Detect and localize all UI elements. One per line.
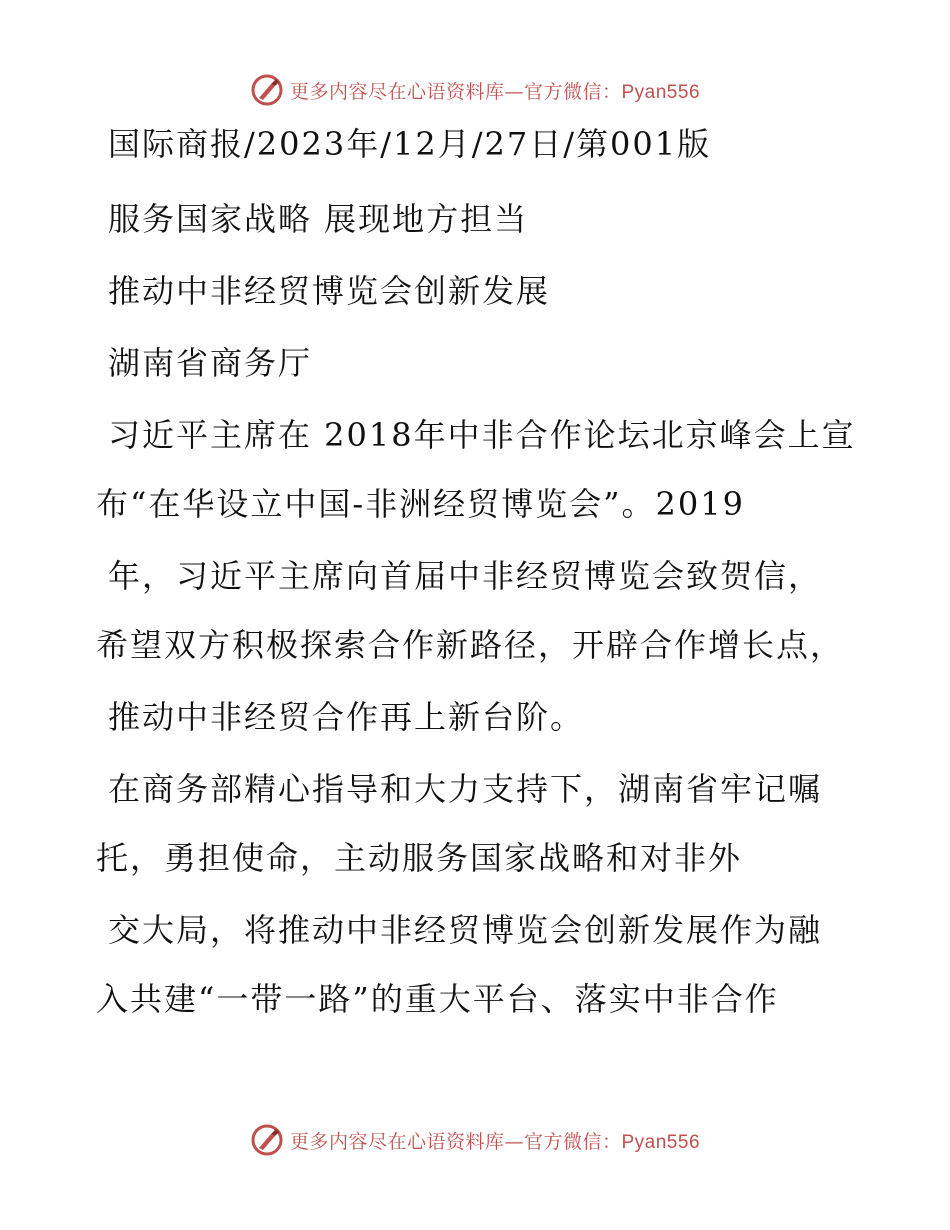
paragraph-line: 布“在华设立中国-非洲经贸博览会”。2019	[96, 485, 745, 523]
watermark-banner-top	[0, 70, 950, 110]
article-body	[96, 122, 896, 1022]
paragraph-line: 推动中非经贸合作再上新台阶。	[108, 698, 585, 736]
publication-info: 国际商报/2023年/12月/27日/第001版	[108, 125, 712, 163]
paragraph-line: 交大局，将推动中非经贸博览会创新发展作为融	[108, 911, 823, 949]
paragraph-line: 托，勇担使命，主动服务国家战略和对非外	[96, 839, 743, 877]
paragraph-line: 在商务部精心指导和大力支持下，湖南省牢记嘱	[108, 770, 823, 808]
headline-line-2: 推动中非经贸博览会创新发展	[108, 272, 551, 310]
watermark-text: 更多内容尽在心语资料库—官方微信：Pyan556	[289, 80, 701, 103]
author: 湖南省商务厅	[108, 344, 313, 382]
watermark-banner-bottom	[0, 1120, 950, 1160]
watermark-text: 更多内容尽在心语资料库—官方微信：Pyan556	[289, 1130, 701, 1153]
pen-nib-logo-icon	[250, 1123, 284, 1157]
paragraph-line: 希望双方积极探索合作新路径，开辟合作增长点，	[96, 626, 845, 664]
watermark-wechat-id: Pyan556	[621, 81, 701, 103]
paragraph-line: 入共建“一带一路”的重大平台、落实中非合作	[96, 980, 779, 1018]
headline-line-1: 服务国家战略 展现地方担当	[108, 200, 529, 238]
paragraph-line: 习近平主席在 2018年中非合作论坛北京峰会上宣	[108, 416, 856, 454]
paragraph-line: 年，习近平主席向首届中非经贸博览会致贺信，	[108, 557, 823, 595]
pen-nib-logo-icon	[250, 73, 284, 107]
watermark-wechat-id: Pyan556	[621, 1131, 701, 1153]
